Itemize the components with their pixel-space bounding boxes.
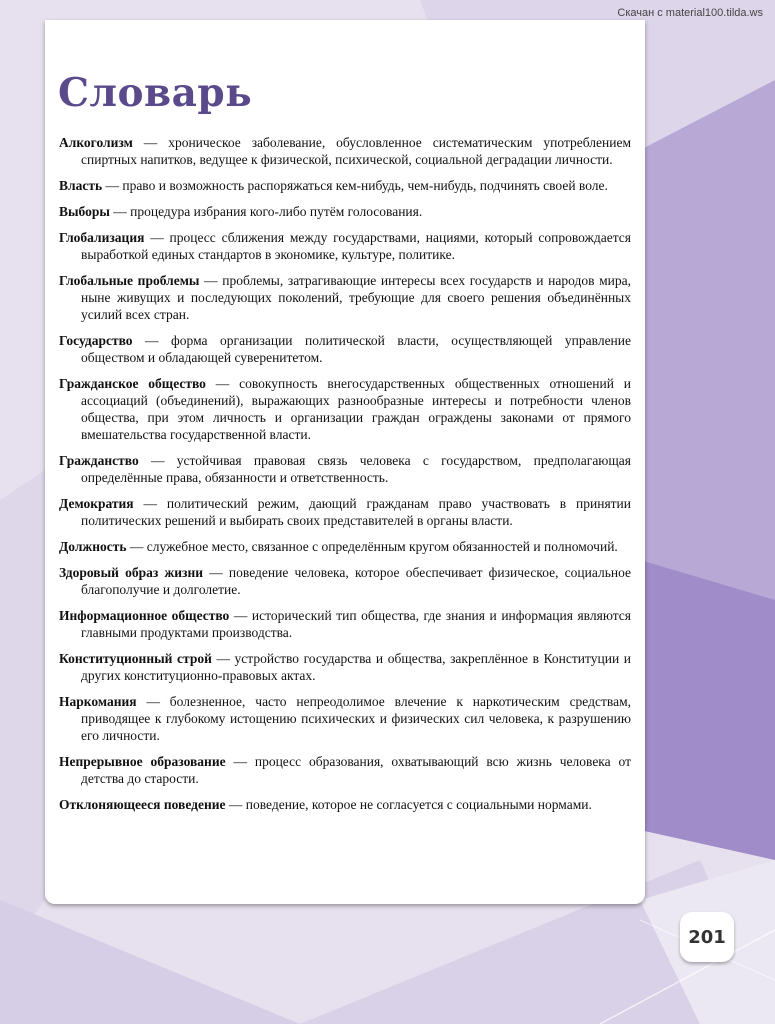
entry-term: Демократия — [59, 496, 134, 512]
page-number: 201 — [680, 912, 734, 962]
glossary-entry — [59, 538, 631, 555]
entry-term: Власть — [59, 178, 103, 193]
glossary-entry — [59, 272, 631, 324]
entry-term: Гражданство — [59, 453, 139, 469]
glossary-entry — [59, 375, 631, 444]
glossary-entry — [59, 564, 631, 598]
entry-term: Гражданское общество — [59, 375, 206, 391]
bg-shape — [0, 470, 45, 960]
glossary-entry — [59, 332, 631, 366]
entry-term: Глобальные проблемы — [59, 272, 200, 288]
watermark: Скачан с material100.tilda.ws — [617, 7, 763, 19]
entry-term: Наркомания — [59, 694, 137, 709]
entry-definition: — право и возможность распоряжаться кем-нибудь, чем-нибудь, подчинять своей воле. — [102, 178, 608, 193]
bg-shape — [0, 900, 300, 1024]
entry-term: Должность — [59, 539, 127, 555]
bg-shape — [640, 560, 775, 860]
entry-definition: — поведение человека, которое обеспечивает физическое, социальное благополучие и долголетие. — [81, 565, 631, 598]
entry-term: Государство — [59, 332, 133, 348]
glossary-entry — [59, 693, 631, 745]
entry-term: Здоровый образ жизни — [59, 565, 204, 580]
entry-definition: — служебное место, связанное с определённым кругом обязанностей и полномочий. — [126, 539, 618, 555]
glossary-entry — [59, 650, 631, 684]
entry-definition: — исторический тип общества, где знания и информация являются главными продуктами производства. — [81, 608, 631, 641]
entry-definition: — процесс образования, охватывающий всю жизнь человека от детства до старости. — [81, 754, 631, 787]
entry-definition: — хроническое заболевание, обусловленное систематическим употреблением спиртных напитков, ведущее к физической, психической, социальной деградации личности. — [81, 135, 631, 168]
glossary-entry — [59, 203, 631, 220]
entry-definition: — болезненное, часто непреодолимое влечение к наркотическим средствам, приводящее к глубокому истощению психических и физических сил человека, к разрушению его личности. — [81, 694, 631, 744]
glossary-entry — [59, 177, 631, 194]
entry-term: Конституционный строй — [59, 651, 212, 666]
glossary-list — [59, 134, 631, 822]
entry-definition: — процесс сближения между государствами, нациями, который сопровождается выработкой единых стандартов в экономике, культуре, политике. — [81, 229, 631, 262]
entry-term: Алкоголизм — [59, 135, 133, 150]
entry-definition: — форма организации политической власти, осуществляющей управление обществом и обладающей суверенитетом. — [81, 332, 631, 365]
glossary-entry — [59, 607, 631, 641]
glossary-entry — [59, 753, 631, 787]
entry-term: Выборы — [59, 203, 110, 219]
entry-definition: — поведение, которое не согласуется с социальными нормами. — [225, 797, 592, 813]
entry-term: Непрерывное образование — [59, 754, 226, 770]
page-title: Словарь — [58, 70, 253, 116]
glossary-entry — [59, 495, 631, 529]
entry-definition: — устойчивая правовая связь человека с государством, предполагающая определённые права, обязанности и ответственность. — [81, 453, 631, 486]
entry-definition: — проблемы, затрагивающие интересы всех государств и народов мира, ныне живущих и последующих поколений, требующие для своего решения объединённых усилий всех стран. — [81, 272, 631, 322]
glossary-entry — [59, 796, 631, 813]
paper-sheet — [45, 20, 645, 904]
entry-term: Отклоняющееся поведение — [59, 797, 226, 813]
entry-definition: — политический режим, дающий гражданам право участвовать в принятии политических решений и выбирать своих представителей в органы власти. — [81, 496, 631, 529]
entry-definition: — совокупность внегосударственных общественных отношений и ассоциаций (объединений), выражающих разнообразные интересы и потребности членов общества, при этом личность и организации граждан ограждены законами от прямого вмешательства государственной власти. — [81, 375, 632, 443]
glossary-entry — [59, 134, 631, 168]
entry-term: Глобализация — [59, 229, 145, 245]
glossary-entry — [59, 452, 631, 486]
entry-term: Информационное общество — [59, 608, 230, 623]
entry-definition: — устройство государства и общества, закреплённое в Конституции и других конституционно-правовых актах. — [81, 651, 631, 684]
glossary-entry — [59, 229, 631, 263]
entry-definition: — процедура избрания кого-либо путём голосования. — [109, 203, 423, 219]
